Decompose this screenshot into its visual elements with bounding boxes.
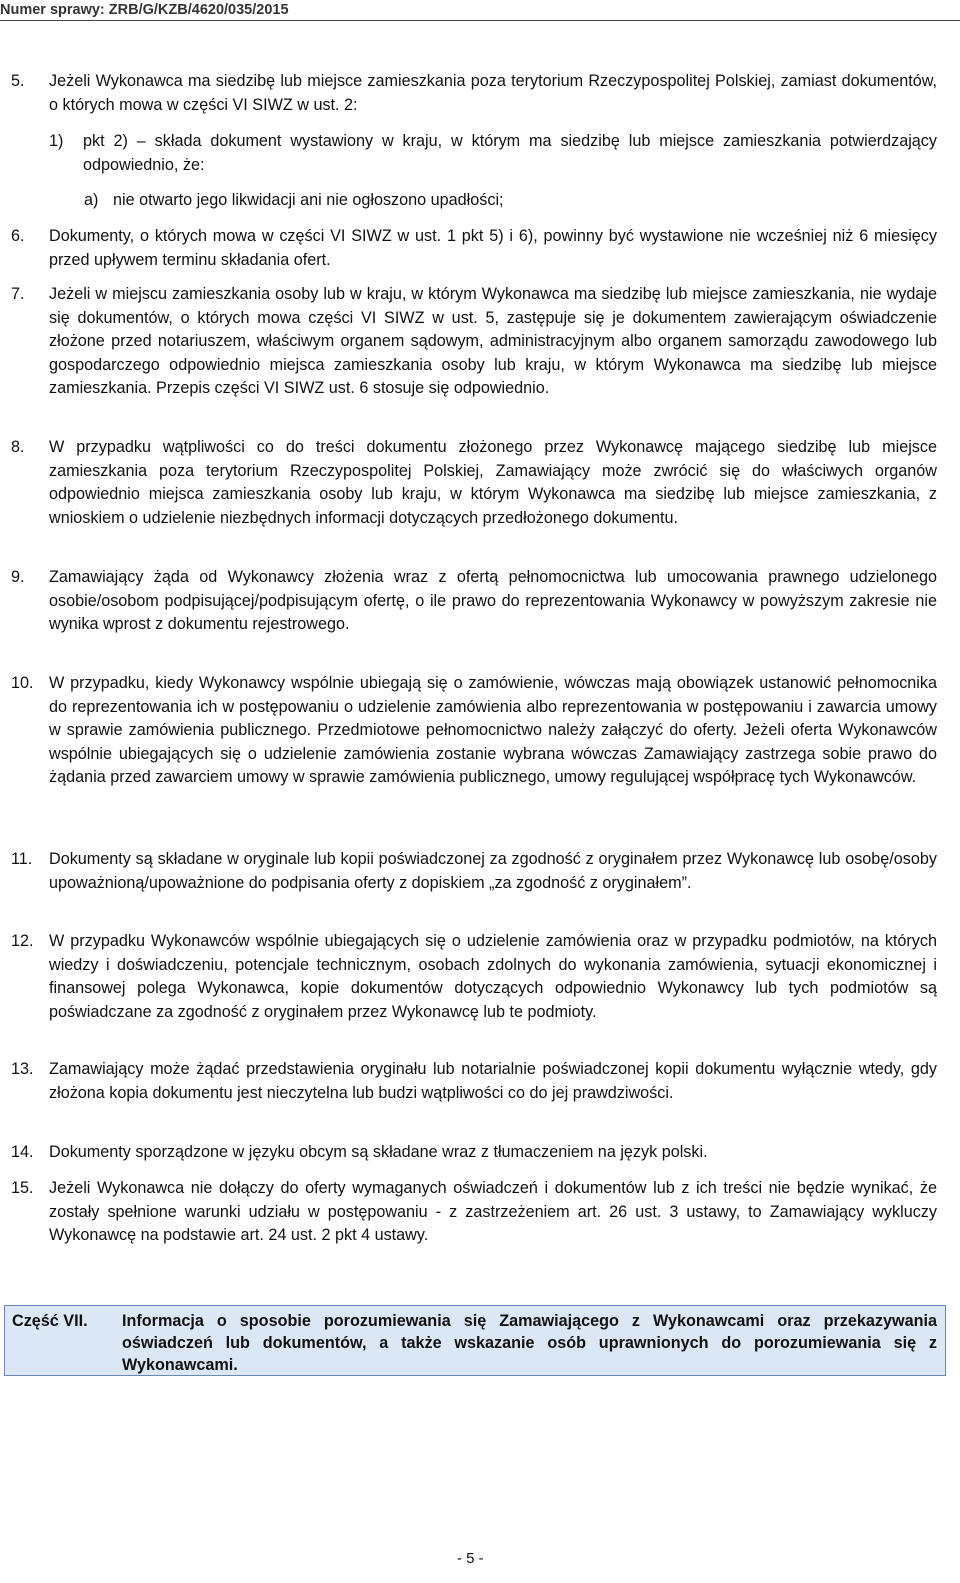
section-title: Informacja o sposobie porozumiewania się Zamawiającego z Wykonawcami oraz przekazywania oświadczeń lub dokumentów, a także wskazanie osób uprawnionych do porozumiewania się z Wykonawcami. <box>122 1312 937 1374</box>
item-text: Jeżeli Wykonawca ma siedzibę lub miejsce zamieszkania poza terytorium Rzeczypospolitej Polskiej, zamiast dokumentów, o których mowa w części VI SIWZ w ust. 2: <box>49 72 937 114</box>
sub-item-letter: a) <box>84 191 99 209</box>
item-text: Jeżeli w miejscu zamieszkania osoby lub w kraju, w którym Wykonawca ma siedzibę lub miejsce zamieszkania, nie wydaje się dokumentów, o których mowa części VI SIWZ w ust. 5, zastępuje się je dokumentem zawierającym oświadczenie złożone przed notariuszem, właściwym organem sądowym, administracyjnym albo organem samorządu zawodowego lub gospodarczego odpowiednio miejsca zamieszkania osoby lub kraju, w którym Wykonawca ma siedzibę lub miejsce zamieszkania. Przepis części VI SIWZ ust. 6 stosuje się odpowiednio. <box>49 285 937 397</box>
item-number: 13. <box>11 1060 34 1078</box>
page-number: - 5 - <box>457 1550 484 1567</box>
item-number: 5. <box>11 72 25 90</box>
item-number: 8. <box>11 438 25 456</box>
list-item-7 <box>11 283 937 401</box>
item-number: 12. <box>11 932 34 950</box>
item-text: Dokumenty sporządzone w języku obcym są składane wraz z tłumaczeniem na język polski. <box>49 1143 708 1161</box>
item-number: 6. <box>11 227 25 245</box>
item-text: Jeżeli Wykonawca nie dołączy do oferty wymaganych oświadczeń i dokumentów lub z ich treści nie będzie wynikać, że zostały spełnione warunki udziału w postępowaniu - z zastrzeżeniem art. 26 ust. 3 ustawy, to Zamawiający wykluczy Wykonawcę na podstawie art. 24 ust. 2 pkt 4 ustawy. <box>49 1179 937 1244</box>
list-item-12 <box>11 930 937 1024</box>
item-text: W przypadku, kiedy Wykonawcy wspólnie ubiegają się o zamówienie, wówczas mają obowiązek ustanowić pełnomocnika do reprezentowania ich w postępowaniu o udzielenie zamówienia albo reprezentowania w postępowaniu i zawarcia umowy w sprawie zamówienia publicznego. Przedmiotowe pełnomocnictwo należy załączyć do oferty. Jeżeli oferta Wykonawców wspólnie ubiegających się o udzielenie zamówienia zostanie wybrana wówczas Zamawiający zastrzega sobie prawo do żądania przed zawarciem umowy w sprawie zamówienia publicznego, umowy regulującej współpracę tych Wykonawców. <box>49 674 937 786</box>
item-text: Zamawiający może żądać przedstawienia oryginału lub notarialnie poświadczonej kopii dokumentu wyłącznie wtedy, gdy złożona kopia dokumentu jest nieczytelna lub budzi wątpliwości co do jej prawdziwości. <box>49 1060 937 1102</box>
list-item-5 <box>11 70 937 117</box>
item-number: 7. <box>11 285 25 303</box>
sub-item-a <box>84 189 934 213</box>
sub-item-1 <box>49 130 937 177</box>
item-text: Zamawiający żąda od Wykonawcy złożenia wraz z ofertą pełnomocnictwa lub umocowania prawnego udzielonego osobie/osobom podpisującej/podpisującym ofertę, o ile prawo do reprezentowania Wykonawcy w powyższym zakresie nie wynika wprost z dokumentu rejestrowego. <box>49 568 937 633</box>
item-number: 9. <box>11 568 25 586</box>
list-item-14 <box>11 1141 937 1165</box>
list-item-13 <box>11 1058 937 1105</box>
item-number: 15. <box>11 1179 34 1197</box>
item-number: 11. <box>11 850 33 868</box>
sub-item-text: pkt 2) – składa dokument wystawiony w kraju, w którym ma siedzibę lub miejsce zamieszkania potwierdzający odpowiednio, że: <box>83 132 937 174</box>
section-label: Część VII. <box>12 1312 88 1330</box>
sub-item-text: nie otwarto jego likwidacji ani nie ogłoszono upadłości; <box>113 191 504 209</box>
item-text: W przypadku Wykonawców wspólnie ubiegających się o udzielenie zamówienia oraz w przypadku podmiotów, na których wiedzy i doświadczeniu, potencjale technicznym, osobach zdolnych do wykonania zamówienia, sytuacji ekonomicznej i finansowej polega Wykonawca, kopie dokumentów dotyczących odpowiednio Wykonawcy lub tych podmiotów są poświadczane za zgodność z oryginałem przez Wykonawcę lub te podmioty. <box>49 932 937 1021</box>
item-text: W przypadku wątpliwości co do treści dokumentu złożonego przez Wykonawcę mającego siedzibę lub miejsce zamieszkania poza terytorium Rzeczypospolitej Polskiej, Zamawiający może zwrócić się do właściwych organów odpowiednio miejsca zamieszkania osoby lub kraju, w którym Wykonawca ma siedzibę lub miejsce zamieszkania, z wnioskiem o udzielenie niezbędnych informacji dotyczących przedłożonego dokumentu. <box>49 438 937 527</box>
item-text: Dokumenty, o których mowa w części VI SIWZ w ust. 1 pkt 5) i 6), powinny być wystawione nie wcześniej niż 6 miesięcy przed upływem terminu składania ofert. <box>49 227 937 269</box>
list-item-10 <box>11 672 937 790</box>
sub-item-number: 1) <box>49 132 64 150</box>
list-item-11 <box>11 848 937 895</box>
case-number-header: Numer sprawy: ZRB/G/KZB/4620/035/2015 <box>0 2 289 18</box>
item-number: 10. <box>11 674 34 692</box>
section-heading-box <box>4 1305 946 1376</box>
item-number: 14. <box>11 1143 34 1161</box>
list-item-15 <box>11 1177 937 1248</box>
list-item-6 <box>11 225 937 272</box>
list-item-8 <box>11 436 937 530</box>
list-item-9 <box>11 566 937 637</box>
item-text: Dokumenty są składane w oryginale lub kopii poświadczonej za zgodność z oryginałem przez Wykonawcę lub osobę/osoby upoważnioną/upoważnione do podpisania oferty z dopiskiem „za zgodność z oryginałem”. <box>49 850 937 892</box>
header-divider <box>0 20 960 21</box>
